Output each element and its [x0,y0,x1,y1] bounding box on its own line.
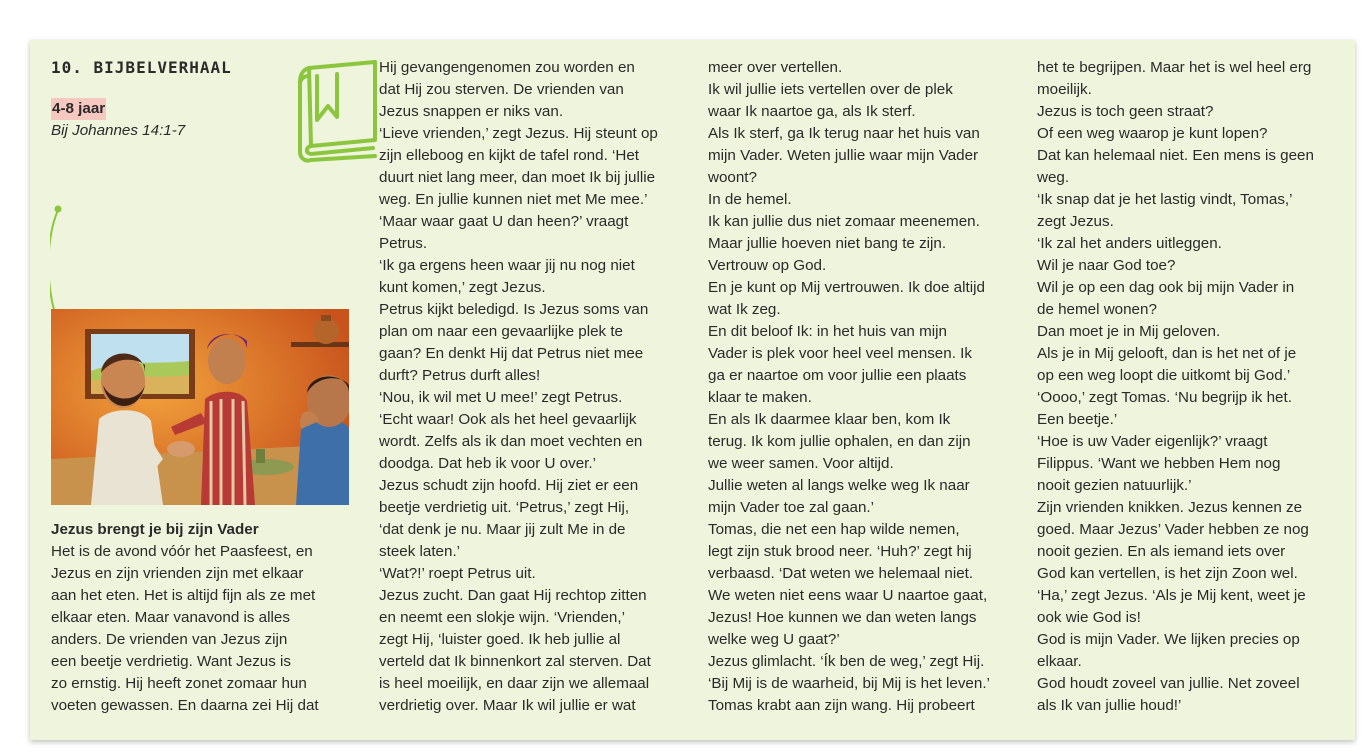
text-line: ga er naartoe om voor jullie een plaats [708,367,967,384]
text-line: Een beetje.’ [1037,411,1118,428]
text-line: moeilijk. [1037,81,1092,98]
text-line: op een weg loopt die uitkomt bij God.’ [1037,367,1291,384]
text-line: Petrus. [379,235,428,252]
text-line: nooit gezien. En als iemand iets over [1037,543,1286,560]
text-line: Zijn vrienden knikken. Jezus kennen ze [1037,499,1303,516]
text-line: ‘Oooo,’ zegt Tomas. ‘Nu begrijp ik het. [1037,389,1292,406]
text-line: verdrietig over. Maar Ik wil jullie er wat [379,697,636,714]
age-badge: 4-8 jaar [51,98,106,120]
text-line: anders. De vrienden van Jezus zijn [51,631,288,648]
text-line: Vader is plek voor heel veel mensen. Ik [708,345,972,362]
text-line: ‘Ik ga ergens heen waar jij nu nog niet [379,257,635,274]
text-line: Filippus. ‘Want we hebben Hem nog [1037,455,1281,472]
text-line: aan het eten. Het is altijd fijn als ze met [51,587,316,604]
intro-text [51,519,351,717]
text-line: ‘Ik snap dat je het lastig vindt, Tomas,’ [1037,191,1293,208]
text-line: zo ernstig. Hij heeft zonet zomaar hun [51,675,307,692]
text-line: Dan moet je in Mij geloven. [1037,323,1221,340]
text-line: ook wie God is! [1037,609,1141,626]
text-line: Tomas, die net een hap wilde nemen, [708,521,960,538]
text-line: mijn Vader toe zal gaan.’ [708,499,875,516]
column-4 [1037,57,1347,717]
last-supper-illustration [51,309,349,505]
text-line: Wil je naar God toe? [1037,257,1176,274]
text-line: ‘Ha,’ zegt Jezus. ‘Als je Mij kent, weet je [1037,587,1306,604]
text-line: En je kunt op Mij vertrouwen. Ik doe altijd [708,279,985,296]
text-line: en neemt een slokje wijn. ‘Vrienden,’ [379,609,625,626]
text-line: de hemel wonen? [1037,301,1157,318]
text-line: Jezus en zijn vrienden zijn met elkaar [51,565,304,582]
text-line: Jezus is toch geen straat? [1037,103,1214,120]
story-title: Jezus brengt je bij zijn Vader [51,521,259,538]
text-line: Maar jullie hoeven niet bang te zijn. [708,235,947,252]
text-line: Jezus snappen er niks van. [379,103,564,120]
text-line: doodga. Dat heb ik voor U over.’ [379,455,596,472]
text-line: ‘dat denk je nu. Maar jij zult Me in de [379,521,626,538]
text-line: Als Ik sterf, ga Ik terug naar het huis van [708,125,980,142]
text-line: Tomas krabt aan zijn wang. Hij probeert [708,697,975,714]
text-line: durft? Petrus durft alles! [379,367,541,384]
text-line: God kan vertellen, is het zijn Zoon wel. [1037,565,1298,582]
bible-reference: Bij Johannes 14:1-7 [51,122,186,139]
text-line: het te begrijpen. Maar het is wel heel erg [1037,59,1312,76]
text-line: Het is de avond vóór het Paasfeest, en [51,543,313,560]
text-line: nooit gezien natuurlijk.’ [1037,477,1192,494]
text-line: is heel moeilijk, en daar zijn we allemaal [379,675,650,692]
text-line: God is mijn Vader. We lijken precies op [1037,631,1300,648]
text-line: Ik kan jullie dus niet zomaar meenemen. [708,213,980,230]
text-line: We weten niet eens waar U naartoe gaat, [708,587,988,604]
text-line: terug. Ik kom jullie ophalen, en dan zijn [708,433,971,450]
text-line: ‘Lieve vrienden,’ zegt Jezus. Hij steunt op [379,125,658,142]
text-line: Ik wil jullie iets vertellen over de plek [708,81,953,98]
text-line: Jezus! Hoe kunnen we dan weten langs [708,609,977,626]
text-line: ‘Ik zal het anders uitleggen. [1037,235,1222,252]
story-panel [30,40,1355,740]
text-line: Jullie weten al langs welke weg Ik naar [708,477,970,494]
text-line: zegt Hij, ‘luister goed. Ik heb jullie al [379,631,621,648]
text-line: gaan? En denkt Hij dat Petrus niet mee [379,345,644,362]
column-3 [708,57,1018,717]
text-line: klaar te maken. [708,389,812,406]
text-line: Wil je op een dag ook bij mijn Vader in [1037,279,1295,296]
book-bookmark-icon [297,60,379,166]
text-line: ‘Wat?!’ roept Petrus uit. [379,565,536,582]
text-line: Petrus kijkt beledigd. Is Jezus soms van [379,301,649,318]
text-line: En dit beloof Ik: in het huis van mijn [708,323,947,340]
text-line: als Ik van jullie houd!’ [1037,697,1182,714]
text-line: In de hemel. [708,191,792,208]
text-line: dat Hij zou sterven. De vrienden van [379,81,624,98]
text-line: Dat kan helemaal niet. Een mens is geen [1037,147,1314,164]
text-line: Hij gevangengenomen zou worden en [379,59,635,76]
text-line: God houdt zoveel van jullie. Net zoveel [1037,675,1300,692]
text-line: welke weg U gaat?’ [708,631,840,648]
text-line: beetje verdrietig uit. ‘Petrus,’ zegt Hij, [379,499,630,516]
text-line: een beetje verdrietig. Want Jezus is [51,653,292,670]
text-line: weg. [1037,169,1070,186]
text-line: zijn elleboog en kijkt de tafel rond. ‘Het [379,147,640,164]
text-line: verteld dat Ik binnenkort zal sterven. Dat [379,653,651,670]
text-line: legt zijn stuk brood neer. ‘Huh?’ zegt hij [708,543,972,560]
text-line: wat Ik zeg. [708,301,781,318]
text-line: Jezus glimlacht. ‘Ík ben de weg,’ zegt Hij. [708,653,985,670]
text-line: En als Ik daarmee klaar ben, kom Ik [708,411,951,428]
text-line: weg. En jullie kunnen niet met Me mee.’ [379,191,648,208]
text-line: ‘Maar waar gaat U dan heen?’ vraagt [379,213,629,230]
text-line: zegt Jezus. [1037,213,1114,230]
text-line: steek laten.’ [379,543,461,560]
text-line: ‘Echt waar! Ook als het heel gevaarlijk [379,411,637,428]
text-line: mijn Vader. Weten jullie waar mijn Vader [708,147,979,164]
text-line: Jezus schudt zijn hoofd. Hij ziet er een [379,477,639,494]
text-line: ‘Bij Mij is de waarheid, bij Mij is het leven.’ [708,675,990,692]
text-line: kunt komen,’ zegt Jezus. [379,279,546,296]
text-line: Als je in Mij gelooft, dan is het net of je [1037,345,1297,362]
text-line: verbaasd. ‘Dat weten we helemaal niet. [708,565,974,582]
text-line: ‘Hoe is uw Vader eigenlijk?’ vraagt [1037,433,1268,450]
text-line: ‘Nou, ik wil met U mee!’ zegt Petrus. [379,389,623,406]
text-line: meer over vertellen. [708,59,843,76]
text-line: duurt niet lang meer, dan moet Ik bij jullie [379,169,656,186]
text-line: Vertrouw op God. [708,257,827,274]
text-line: Jezus zucht. Dan gaat Hij rechtop zitten [379,587,647,604]
text-line: woont? [708,169,757,186]
column-2 [379,57,689,717]
text-line: waar Ik naartoe ga, als Ik sterf. [708,103,916,120]
text-line: elkaar eten. Maar vanavond is alles [51,609,290,626]
text-line: elkaar. [1037,653,1082,670]
text-line: wordt. Zelfs als ik dan moet vechten en [379,433,643,450]
text-line: plan om naar een gevaarlijke plek te [379,323,623,340]
text-line: goed. Maar Jezus’ Vader hebben ze nog [1037,521,1309,538]
text-line: Of een weg waarop je kunt lopen? [1037,125,1268,142]
text-line: we weer samen. Voor altijd. [708,455,894,472]
section-heading: 10. BIJBELVERHAAL [51,58,232,77]
text-line: voeten gewassen. En daarna zei Hij dat [51,697,319,714]
